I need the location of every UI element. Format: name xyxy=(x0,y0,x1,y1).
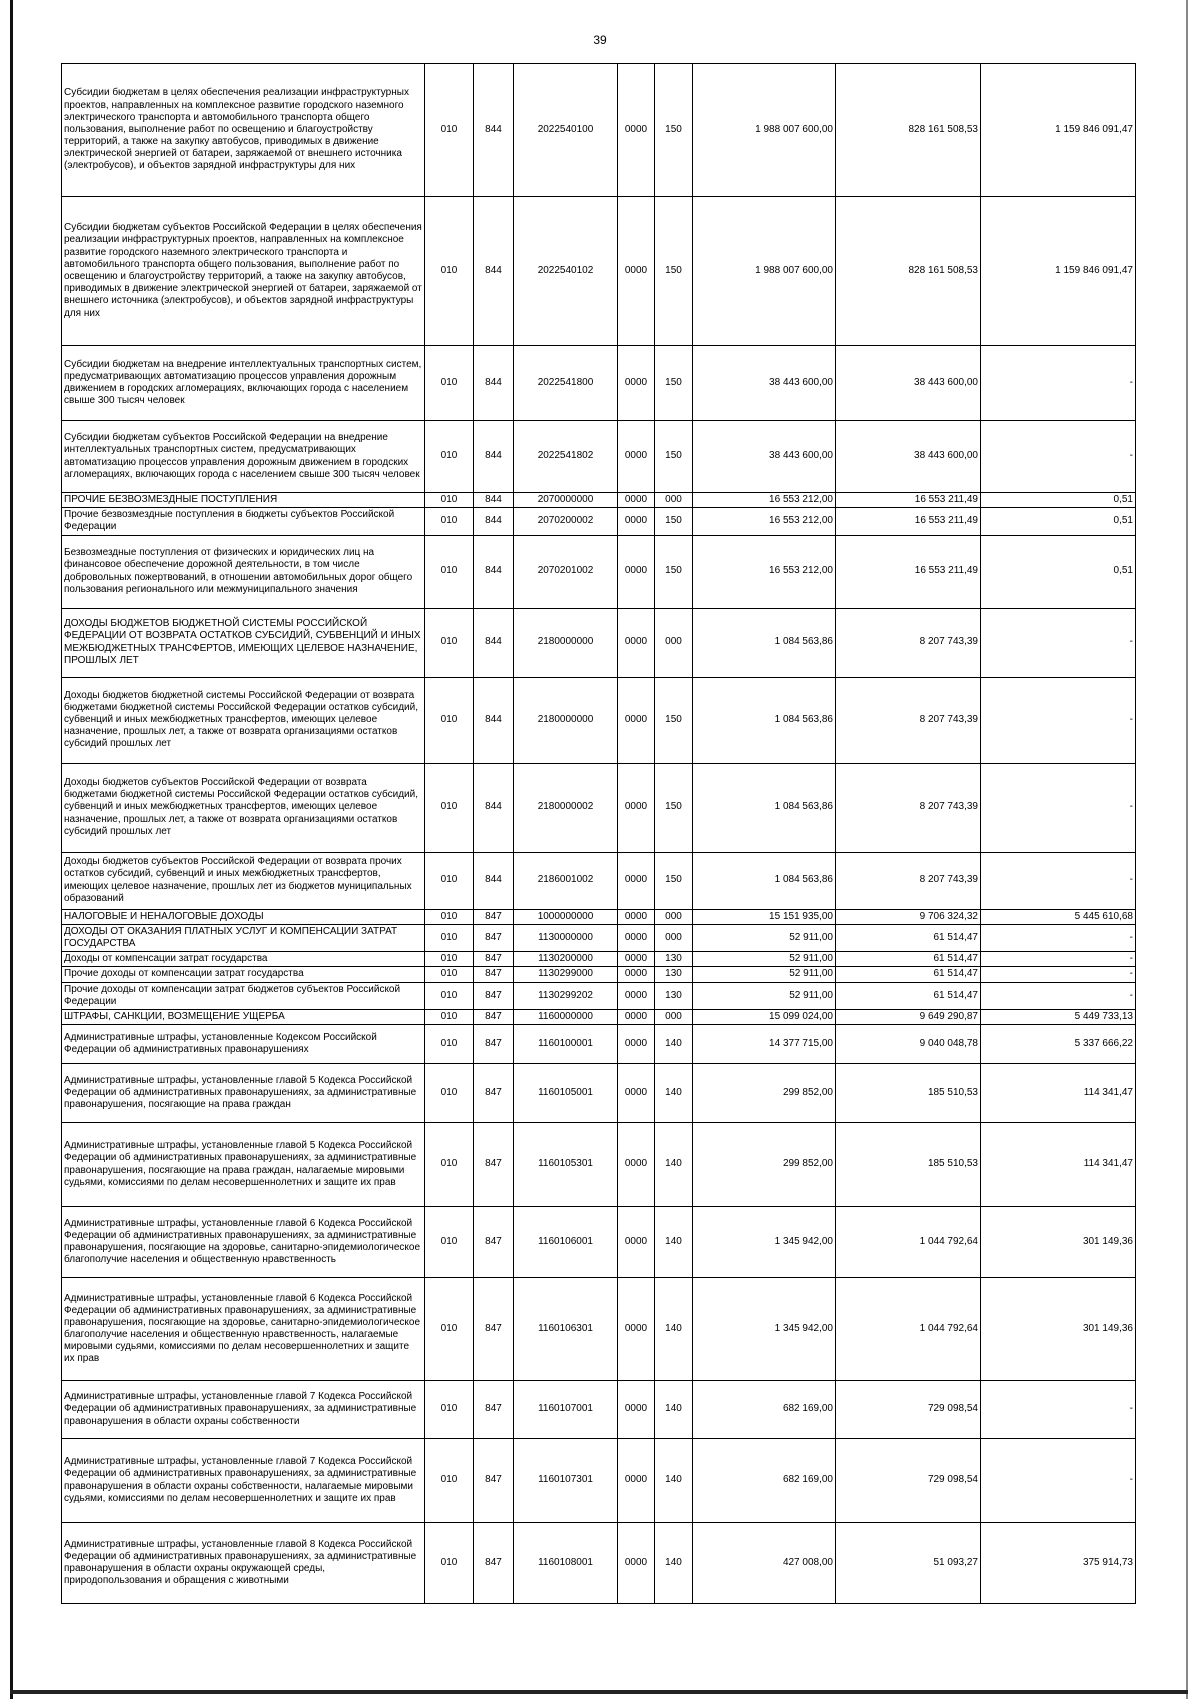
row-section-code: 010 xyxy=(425,982,474,1009)
row-kosgu-code: 000 xyxy=(655,924,693,951)
row-program-code: 0000 xyxy=(618,952,655,967)
row-executed-amount: 38 443 600,00 xyxy=(836,346,981,421)
table-row xyxy=(62,1523,1136,1604)
row-admin-code: 844 xyxy=(474,535,514,608)
row-approved-amount: 1 084 563,86 xyxy=(693,677,836,763)
row-kosgu-code: 000 xyxy=(655,608,693,677)
row-unexecuted-amount: 114 341,47 xyxy=(981,1123,1136,1207)
table-row xyxy=(62,493,1136,508)
row-name: Административные штрафы, установленные главой 6 Кодекса Российской Федерации об административных правонарушениях, за административные правонарушения, посягающие на здоровье, санитарно-эпидемиологическое благополучие населения и общественную нравственность, налагаемые мировыми судьями, комиссиями по делам несовершеннолетних и защите их прав xyxy=(62,1278,425,1381)
row-section-code: 010 xyxy=(425,763,474,852)
table-row xyxy=(62,508,1136,535)
row-executed-amount: 9 706 324,32 xyxy=(836,909,981,924)
row-kosgu-code: 150 xyxy=(655,64,693,197)
table-row xyxy=(62,1278,1136,1381)
row-section-code: 010 xyxy=(425,909,474,924)
row-income-code: 2186001002 xyxy=(514,852,618,909)
row-admin-code: 847 xyxy=(474,1009,514,1024)
row-executed-amount: 61 514,47 xyxy=(836,967,981,982)
row-section-code: 010 xyxy=(425,1025,474,1064)
table-row xyxy=(62,535,1136,608)
row-approved-amount: 52 911,00 xyxy=(693,967,836,982)
row-approved-amount: 52 911,00 xyxy=(693,952,836,967)
row-executed-amount: 729 098,54 xyxy=(836,1381,981,1439)
row-executed-amount: 61 514,47 xyxy=(836,952,981,967)
row-admin-code: 844 xyxy=(474,508,514,535)
row-approved-amount: 38 443 600,00 xyxy=(693,346,836,421)
row-name: Прочие безвозмездные поступления в бюджеты субъектов Российской Федерации xyxy=(62,508,425,535)
row-name: Административные штрафы, установленные главой 7 Кодекса Российской Федерации об административных правонарушениях, за административные правонарушения в области охраны собственности xyxy=(62,1381,425,1439)
row-name: НАЛОГОВЫЕ И НЕНАЛОГОВЫЕ ДОХОДЫ xyxy=(62,909,425,924)
row-program-code: 0000 xyxy=(618,852,655,909)
table-row xyxy=(62,952,1136,967)
row-admin-code: 847 xyxy=(474,924,514,951)
row-approved-amount: 1 084 563,86 xyxy=(693,852,836,909)
row-approved-amount: 299 852,00 xyxy=(693,1123,836,1207)
table-row xyxy=(62,608,1136,677)
row-name: Субсидии бюджетам субъектов Российской Федерации в целях обеспечения реализации инфраструктурных проектов, направленных на комплексное развитие городского наземного электрического транспорта и автомобильного транспорта общего пользования, выполнение работ по освещению и благоустройству территорий, а также на закупку автобусов, приводимых в движение электрической энергией от батареи, заряжаемой от внешнего источника (электробусов), и объектов зарядной инфраструктуры для них xyxy=(62,197,425,346)
row-executed-amount: 828 161 508,53 xyxy=(836,64,981,197)
row-program-code: 0000 xyxy=(618,1009,655,1024)
row-approved-amount: 1 345 942,00 xyxy=(693,1207,836,1278)
row-approved-amount: 1 084 563,86 xyxy=(693,763,836,852)
row-program-code: 0000 xyxy=(618,763,655,852)
row-income-code: 2022540102 xyxy=(514,197,618,346)
row-executed-amount: 61 514,47 xyxy=(836,982,981,1009)
row-program-code: 0000 xyxy=(618,982,655,1009)
row-income-code: 2022540100 xyxy=(514,64,618,197)
row-kosgu-code: 140 xyxy=(655,1064,693,1123)
row-section-code: 010 xyxy=(425,197,474,346)
row-kosgu-code: 130 xyxy=(655,952,693,967)
row-section-code: 010 xyxy=(425,1064,474,1123)
row-admin-code: 847 xyxy=(474,1064,514,1123)
row-approved-amount: 15 099 024,00 xyxy=(693,1009,836,1024)
row-name: Административные штрафы, установленные главой 6 Кодекса Российской Федерации об административных правонарушениях, за административные правонарушения, посягающие на здоровье, санитарно-эпидемиологическое благополучие населения и общественную нравственность xyxy=(62,1207,425,1278)
row-section-code: 010 xyxy=(425,852,474,909)
row-name: Административные штрафы, установленные главой 5 Кодекса Российской Федерации об административных правонарушениях, за административные правонарушения, посягающие на права граждан xyxy=(62,1064,425,1123)
row-program-code: 0000 xyxy=(618,535,655,608)
row-kosgu-code: 140 xyxy=(655,1381,693,1439)
row-kosgu-code: 150 xyxy=(655,763,693,852)
row-executed-amount: 16 553 211,49 xyxy=(836,535,981,608)
row-approved-amount: 1 345 942,00 xyxy=(693,1278,836,1381)
row-admin-code: 847 xyxy=(474,967,514,982)
row-program-code: 0000 xyxy=(618,1025,655,1064)
row-program-code: 0000 xyxy=(618,924,655,951)
row-unexecuted-amount: 0,51 xyxy=(981,535,1136,608)
row-admin-code: 847 xyxy=(474,982,514,1009)
row-name: Субсидии бюджетам субъектов Российской Федерации на внедрение интеллектуальных транспортных систем, предусматривающих автоматизацию процессов управления дорожным движением в городских агломерациях, включающих города с населением свыше 300 тысяч человек xyxy=(62,421,425,493)
row-unexecuted-amount: - xyxy=(981,852,1136,909)
row-approved-amount: 1 988 007 600,00 xyxy=(693,64,836,197)
page-edge-left xyxy=(10,0,13,1699)
row-name: Административные штрафы, установленные Кодексом Российской Федерации об административных правонарушениях xyxy=(62,1025,425,1064)
row-approved-amount: 52 911,00 xyxy=(693,982,836,1009)
table-row xyxy=(62,421,1136,493)
row-income-code: 2070200002 xyxy=(514,508,618,535)
row-executed-amount: 51 093,27 xyxy=(836,1523,981,1604)
table-row xyxy=(62,924,1136,951)
row-unexecuted-amount: 0,51 xyxy=(981,493,1136,508)
row-executed-amount: 1 044 792,64 xyxy=(836,1207,981,1278)
row-section-code: 010 xyxy=(425,508,474,535)
row-section-code: 010 xyxy=(425,924,474,951)
row-section-code: 010 xyxy=(425,967,474,982)
row-name: Административные штрафы, установленные главой 7 Кодекса Российской Федерации об административных правонарушениях, за административные правонарушения в области охраны собственности, налагаемые мировыми судьями, комиссиями по делам несовершеннолетних и защите их прав xyxy=(62,1439,425,1523)
row-admin-code: 844 xyxy=(474,493,514,508)
budget-table xyxy=(61,63,1136,1604)
row-unexecuted-amount: - xyxy=(981,982,1136,1009)
row-program-code: 0000 xyxy=(618,1278,655,1381)
row-approved-amount: 427 008,00 xyxy=(693,1523,836,1604)
row-unexecuted-amount: - xyxy=(981,952,1136,967)
row-admin-code: 847 xyxy=(474,909,514,924)
row-approved-amount: 682 169,00 xyxy=(693,1381,836,1439)
row-section-code: 010 xyxy=(425,608,474,677)
table-row xyxy=(62,1009,1136,1024)
row-name: Административные штрафы, установленные главой 8 Кодекса Российской Федерации об административных правонарушениях, за административные правонарушения в области охраны окружающей среды, природопользования и обращения с животными xyxy=(62,1523,425,1604)
table-row xyxy=(62,1207,1136,1278)
row-name: Доходы от компенсации затрат государства xyxy=(62,952,425,967)
row-approved-amount: 16 553 212,00 xyxy=(693,493,836,508)
row-income-code: 2180000000 xyxy=(514,608,618,677)
row-unexecuted-amount: 375 914,73 xyxy=(981,1523,1136,1604)
row-income-code: 2180000000 xyxy=(514,677,618,763)
row-admin-code: 847 xyxy=(474,1523,514,1604)
row-executed-amount: 185 510,53 xyxy=(836,1064,981,1123)
row-kosgu-code: 130 xyxy=(655,982,693,1009)
page-number: 39 xyxy=(593,33,607,47)
row-approved-amount: 16 553 212,00 xyxy=(693,535,836,608)
row-executed-amount: 8 207 743,39 xyxy=(836,608,981,677)
row-unexecuted-amount: 5 449 733,13 xyxy=(981,1009,1136,1024)
row-executed-amount: 1 044 792,64 xyxy=(836,1278,981,1381)
row-program-code: 0000 xyxy=(618,64,655,197)
row-program-code: 0000 xyxy=(618,493,655,508)
row-income-code: 2022541802 xyxy=(514,421,618,493)
row-kosgu-code: 140 xyxy=(655,1278,693,1381)
row-program-code: 0000 xyxy=(618,1123,655,1207)
row-unexecuted-amount: - xyxy=(981,608,1136,677)
row-name: ДОХОДЫ БЮДЖЕТОВ БЮДЖЕТНОЙ СИСТЕМЫ РОССИЙСКОЙ ФЕДЕРАЦИИ ОТ ВОЗВРАТА ОСТАТКОВ СУБСИДИЙ, СУБВЕНЦИЙ И ИНЫХ МЕЖБЮДЖЕТНЫХ ТРАНСФЕРТОВ, ИМЕЮЩИХ ЦЕЛЕВОЕ НАЗНАЧЕНИЕ, ПРОШЛЫХ ЛЕТ xyxy=(62,608,425,677)
table-row xyxy=(62,763,1136,852)
row-income-code: 1130299202 xyxy=(514,982,618,1009)
row-program-code: 0000 xyxy=(618,909,655,924)
row-name: ПРОЧИЕ БЕЗВОЗМЕЗДНЫЕ ПОСТУПЛЕНИЯ xyxy=(62,493,425,508)
row-unexecuted-amount: 1 159 846 091,47 xyxy=(981,64,1136,197)
row-unexecuted-amount: 5 445 610,68 xyxy=(981,909,1136,924)
table-row xyxy=(62,197,1136,346)
row-unexecuted-amount: - xyxy=(981,1381,1136,1439)
row-approved-amount: 38 443 600,00 xyxy=(693,421,836,493)
row-name: Субсидии бюджетам в целях обеспечения реализации инфраструктурных проектов, направленных на комплексное развитие городского наземного электрического транспорта и автомобильного транспорта общего пользования, выполнение работ по освещению и благоустройству территорий, а также на закупку автобусов, приводимых в движение электрической энергией от батареи, заряжаемой от внешнего источника (электробусов), и объектов зарядной инфраструктуры для них xyxy=(62,64,425,197)
row-program-code: 0000 xyxy=(618,197,655,346)
row-unexecuted-amount: 1 159 846 091,47 xyxy=(981,197,1136,346)
row-income-code: 1000000000 xyxy=(514,909,618,924)
row-approved-amount: 14 377 715,00 xyxy=(693,1025,836,1064)
row-income-code: 1160105301 xyxy=(514,1123,618,1207)
row-section-code: 010 xyxy=(425,493,474,508)
row-unexecuted-amount: - xyxy=(981,677,1136,763)
row-approved-amount: 1 988 007 600,00 xyxy=(693,197,836,346)
row-kosgu-code: 150 xyxy=(655,346,693,421)
row-program-code: 0000 xyxy=(618,677,655,763)
table-row xyxy=(62,1381,1136,1439)
row-section-code: 010 xyxy=(425,1207,474,1278)
row-admin-code: 847 xyxy=(474,1381,514,1439)
row-executed-amount: 61 514,47 xyxy=(836,924,981,951)
row-admin-code: 847 xyxy=(474,1439,514,1523)
row-unexecuted-amount: - xyxy=(981,763,1136,852)
row-admin-code: 847 xyxy=(474,1123,514,1207)
table-row xyxy=(62,64,1136,197)
row-executed-amount: 38 443 600,00 xyxy=(836,421,981,493)
row-name: Прочие доходы от компенсации затрат бюджетов субъектов Российской Федерации xyxy=(62,982,425,1009)
row-admin-code: 844 xyxy=(474,346,514,421)
row-section-code: 010 xyxy=(425,421,474,493)
row-name: Доходы бюджетов бюджетной системы Российской Федерации от возврата бюджетами бюджетной системы Российской Федерации остатков субсидий, субвенций и иных межбюджетных трансфертов, имеющих целевое назначение, прошлых лет, а также от возврата организациями остатков субсидий прошлых лет xyxy=(62,677,425,763)
table-row xyxy=(62,1064,1136,1123)
row-unexecuted-amount: - xyxy=(981,421,1136,493)
row-income-code: 1160105001 xyxy=(514,1064,618,1123)
row-kosgu-code: 140 xyxy=(655,1123,693,1207)
row-admin-code: 844 xyxy=(474,64,514,197)
row-admin-code: 847 xyxy=(474,1278,514,1381)
page-edge-bottom xyxy=(10,1690,1188,1694)
table-row xyxy=(62,1123,1136,1207)
row-section-code: 010 xyxy=(425,677,474,763)
row-income-code: 1130299000 xyxy=(514,967,618,982)
row-admin-code: 844 xyxy=(474,763,514,852)
row-unexecuted-amount: 301 149,36 xyxy=(981,1278,1136,1381)
row-admin-code: 844 xyxy=(474,608,514,677)
row-admin-code: 844 xyxy=(474,197,514,346)
row-name: Доходы бюджетов субъектов Российской Федерации от возврата бюджетами бюджетной системы Российской Федерации остатков субсидий, субвенций и иных межбюджетных трансфертов, имеющих целевое назначение, прошлых лет, а также от возврата организациями остатков субсидий прошлых лет xyxy=(62,763,425,852)
row-name: ДОХОДЫ ОТ ОКАЗАНИЯ ПЛАТНЫХ УСЛУГ И КОМПЕНСАЦИИ ЗАТРАТ ГОСУДАРСТВА xyxy=(62,924,425,951)
row-income-code: 1130200000 xyxy=(514,952,618,967)
row-income-code: 1160107301 xyxy=(514,1439,618,1523)
row-executed-amount: 8 207 743,39 xyxy=(836,763,981,852)
row-admin-code: 844 xyxy=(474,852,514,909)
row-unexecuted-amount: - xyxy=(981,924,1136,951)
row-kosgu-code: 000 xyxy=(655,1009,693,1024)
row-program-code: 0000 xyxy=(618,1381,655,1439)
row-kosgu-code: 130 xyxy=(655,967,693,982)
table-row xyxy=(62,967,1136,982)
table-row xyxy=(62,677,1136,763)
row-section-code: 010 xyxy=(425,952,474,967)
row-name: Прочие доходы от компенсации затрат государства xyxy=(62,967,425,982)
row-kosgu-code: 140 xyxy=(655,1523,693,1604)
row-admin-code: 847 xyxy=(474,1025,514,1064)
row-section-code: 010 xyxy=(425,1278,474,1381)
row-program-code: 0000 xyxy=(618,1064,655,1123)
row-kosgu-code: 140 xyxy=(655,1207,693,1278)
table-row xyxy=(62,909,1136,924)
table-row xyxy=(62,1025,1136,1064)
row-executed-amount: 828 161 508,53 xyxy=(836,197,981,346)
row-income-code: 1160108001 xyxy=(514,1523,618,1604)
table-row xyxy=(62,346,1136,421)
row-executed-amount: 9 649 290,87 xyxy=(836,1009,981,1024)
row-approved-amount: 682 169,00 xyxy=(693,1439,836,1523)
row-income-code: 1160100001 xyxy=(514,1025,618,1064)
row-name: Административные штрафы, установленные главой 5 Кодекса Российской Федерации об административных правонарушениях, за административные правонарушения, посягающие на права граждан, налагаемые мировыми судьями, комиссиями по делам несовершеннолетних и защите их прав xyxy=(62,1123,425,1207)
row-unexecuted-amount: 5 337 666,22 xyxy=(981,1025,1136,1064)
table-row xyxy=(62,982,1136,1009)
row-income-code: 2180000002 xyxy=(514,763,618,852)
row-admin-code: 844 xyxy=(474,677,514,763)
row-section-code: 010 xyxy=(425,64,474,197)
row-unexecuted-amount: - xyxy=(981,967,1136,982)
row-section-code: 010 xyxy=(425,1523,474,1604)
row-section-code: 010 xyxy=(425,1381,474,1439)
row-executed-amount: 729 098,54 xyxy=(836,1439,981,1523)
row-program-code: 0000 xyxy=(618,508,655,535)
row-income-code: 1160106001 xyxy=(514,1207,618,1278)
row-kosgu-code: 150 xyxy=(655,535,693,608)
row-unexecuted-amount: 114 341,47 xyxy=(981,1064,1136,1123)
row-program-code: 0000 xyxy=(618,608,655,677)
row-income-code: 1160106301 xyxy=(514,1278,618,1381)
row-approved-amount: 15 151 935,00 xyxy=(693,909,836,924)
row-executed-amount: 8 207 743,39 xyxy=(836,677,981,763)
row-kosgu-code: 150 xyxy=(655,508,693,535)
row-name: Доходы бюджетов субъектов Российской Федерации от возврата прочих остатков субсидий, субвенций и иных межбюджетных трансфертов, имеющих целевое назначение, прошлых лет из бюджетов муниципальных образований xyxy=(62,852,425,909)
row-program-code: 0000 xyxy=(618,1207,655,1278)
table-row xyxy=(62,1439,1136,1523)
page-edge-right xyxy=(1186,0,1188,1699)
row-kosgu-code: 140 xyxy=(655,1439,693,1523)
row-admin-code: 847 xyxy=(474,1207,514,1278)
row-income-code: 1160107001 xyxy=(514,1381,618,1439)
row-section-code: 010 xyxy=(425,1123,474,1207)
row-program-code: 0000 xyxy=(618,967,655,982)
row-program-code: 0000 xyxy=(618,1523,655,1604)
row-admin-code: 847 xyxy=(474,952,514,967)
row-section-code: 010 xyxy=(425,346,474,421)
row-section-code: 010 xyxy=(425,1439,474,1523)
row-income-code: 1130000000 xyxy=(514,924,618,951)
row-unexecuted-amount: - xyxy=(981,1439,1136,1523)
row-executed-amount: 16 553 211,49 xyxy=(836,493,981,508)
row-kosgu-code: 000 xyxy=(655,909,693,924)
row-section-code: 010 xyxy=(425,535,474,608)
row-executed-amount: 9 040 048,78 xyxy=(836,1025,981,1064)
table-row xyxy=(62,852,1136,909)
row-kosgu-code: 140 xyxy=(655,1025,693,1064)
row-approved-amount: 52 911,00 xyxy=(693,924,836,951)
row-unexecuted-amount: 0,51 xyxy=(981,508,1136,535)
row-section-code: 010 xyxy=(425,1009,474,1024)
row-kosgu-code: 150 xyxy=(655,852,693,909)
row-program-code: 0000 xyxy=(618,421,655,493)
row-kosgu-code: 150 xyxy=(655,197,693,346)
row-income-code: 2070201002 xyxy=(514,535,618,608)
row-income-code: 2070000000 xyxy=(514,493,618,508)
row-name: Безвозмездные поступления от физических и юридических лиц на финансовое обеспечение дорожной деятельности, в том числе добровольных пожертвований, в отношении автомобильных дорог общего пользования регионального или межмуниципального значения xyxy=(62,535,425,608)
row-executed-amount: 16 553 211,49 xyxy=(836,508,981,535)
row-unexecuted-amount: - xyxy=(981,346,1136,421)
row-approved-amount: 1 084 563,86 xyxy=(693,608,836,677)
row-executed-amount: 185 510,53 xyxy=(836,1123,981,1207)
row-admin-code: 844 xyxy=(474,421,514,493)
table-body xyxy=(62,64,1136,1604)
row-program-code: 0000 xyxy=(618,1439,655,1523)
row-kosgu-code: 150 xyxy=(655,677,693,763)
row-income-code: 1160000000 xyxy=(514,1009,618,1024)
row-name: ШТРАФЫ, САНКЦИИ, ВОЗМЕЩЕНИЕ УЩЕРБА xyxy=(62,1009,425,1024)
row-name: Субсидии бюджетам на внедрение интеллектуальных транспортных систем, предусматривающих автоматизацию процессов управления дорожным движением в городских агломерациях, включающих города с населением свыше 300 тысяч человек xyxy=(62,346,425,421)
row-income-code: 2022541800 xyxy=(514,346,618,421)
row-approved-amount: 299 852,00 xyxy=(693,1064,836,1123)
row-kosgu-code: 150 xyxy=(655,421,693,493)
row-kosgu-code: 000 xyxy=(655,493,693,508)
row-program-code: 0000 xyxy=(618,346,655,421)
row-executed-amount: 8 207 743,39 xyxy=(836,852,981,909)
row-unexecuted-amount: 301 149,36 xyxy=(981,1207,1136,1278)
row-approved-amount: 16 553 212,00 xyxy=(693,508,836,535)
